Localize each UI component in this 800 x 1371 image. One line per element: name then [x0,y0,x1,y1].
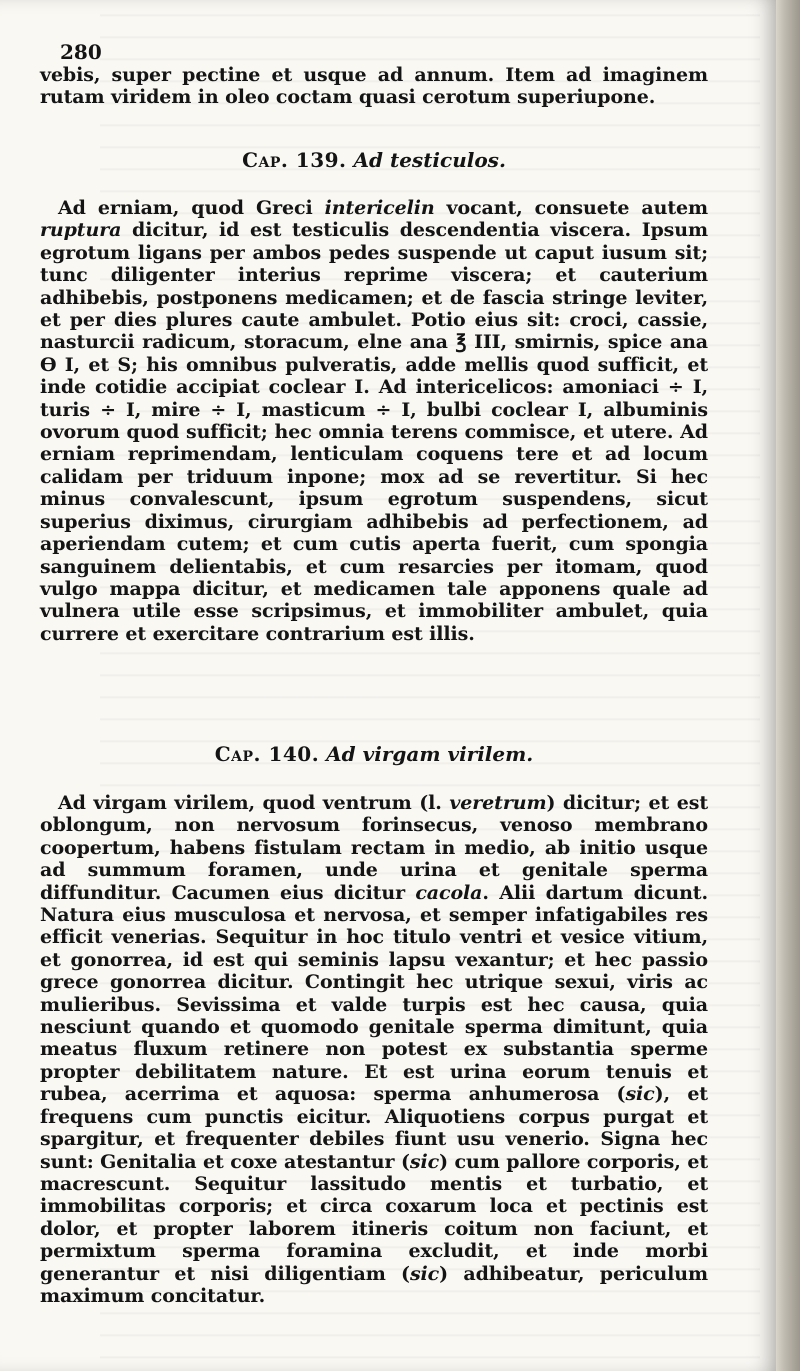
chapter-140-body [40,792,708,1307]
page-edge-shadow [776,0,800,1371]
text-run: ) dicitur; et est oblongum, non nervosum forinsecus, venoso membrano coopertum, habens fistulam rectam in medio, ab initio usque ad summum foramen, unde urina et genitale sperma diffunditur. Cacumen eius dicitur [40,792,709,904]
continued-paragraph [40,64,708,109]
chapter-140-title: Ad virgam virilem. [326,742,534,766]
text-run: ) cum pallore corporis, et macrescunt. Sequitur lassitudo mentis et turbatio, et immobilitas corporis; et circa coxarum loca et pectinis est dolor, et propter laborem itineris coitum non faciunt, et permixtum sperma foramina excludit, et inde morbi generantur et nisi diligentiam ( [40,1150,708,1285]
italic-term: intericelin [324,197,435,219]
italic-term: cacola [415,881,483,904]
chapter-140-number: Cap. 140. [214,742,320,766]
chapter-140-paragraph [40,792,708,1307]
text-run: Ad erniam, quod Greci [58,197,325,219]
text-run: dicitur, id est testiculis descendentia viscera. Ipsum egrotum ligans per ambos pedes suspende ut caput iusum sit; tunc diligenter interius reprime viscera; et cauterium adhibebis, postponens medicamen; et de fascia stringe leviter, et per dies plures caute ambulet. Potio eius sit: croci, cassie, nasturcii radicum, storacum, elne ana ℥ III, smirnis, spice ana ϴ I, et S; his omnibus pulveratis, adde mellis quod sufficit, et inde cotidie accipiat coclear I. Ad intericelicos: amoniaci ÷ I, turis ÷ I, mire ÷ I, masticum ÷ I, bulbi coclear I, albuminis ovorum quod sufficit; hec omnia terens commisce, et utere. Ad erniam reprimendam, lenticulam coquens tere et ad locum calidam per triduum inpone; mox ad se revertitur. Si hec minus convalescunt, ipsum egrotum suspendens, sicut superius diximus, cirurgiam adhibebis ad perfectionem, ad aperiendam cutem; et cum cutis aperta fuerit, cum spongia sanguinem delientabis, et cum resarcies per itomam, quod vulgo mappa dicitur, et medicamen tale apponens quale ad vulnera utile esse scripsimus, et immobiliter ambulet, quia currere et exercitare contrarium est illis. [40,219,708,645]
page-number: 280 [60,40,102,64]
chapter-140-heading [40,742,708,766]
continued-paragraph-text: vebis, super pectine et usque ad annum. Item ad imaginem rutam viridem in oleo coctam quasi cerotum superiupone. [40,64,708,109]
italic-term: sic [409,1262,440,1285]
italic-term: sic [625,1083,655,1106]
chapter-139-title: Ad testiculos. [353,148,506,172]
italic-term: ruptura [40,219,122,242]
text-run: ) adhibeatur, periculum maximum concitatur. [40,1262,708,1307]
italic-term: veretrum [449,792,547,814]
chapter-139-paragraph [40,197,708,645]
text-run: ), et frequens cum punctis eicitur. Aliquotiens corpus purgat et spargitur, et frequenter debiles fiunt usu venerio. Signa hec sunt: Genitalia et coxe atestantur ( [40,1083,708,1173]
text-run: . Alii dartum dicunt. Natura eius musculosa et nervosa, et semper infatigabiles res efficit venerias. Sequitur in hoc titulo ventri et vesice vitium, et gonorrea, id est qui seminis lapsu vexantur; et hec passio grece gonorrea dicitur. Contingit hec utrique sexui, viris ac mulieribus. Sevissima et valde turpis est hec causa, quia nesciunt quando et quomodo genitale sperma dimitunt, quia meatus fluxum retinere non potest ex substantia sperme propter debilitatem nature. Et est urina eorum tenuis et rubea, acerrima et aquosa: sperma anhumerosa ( [40,881,708,1106]
italic-term: sic [409,1150,440,1173]
text-run: Ad virgam virilem, quod ventrum (l. [58,792,450,814]
chapter-139-heading [40,148,708,172]
chapter-139-number: Cap. 139. [242,148,347,172]
chapter-139-body [40,197,708,645]
text-run: vocant, consuete autem [434,197,708,219]
